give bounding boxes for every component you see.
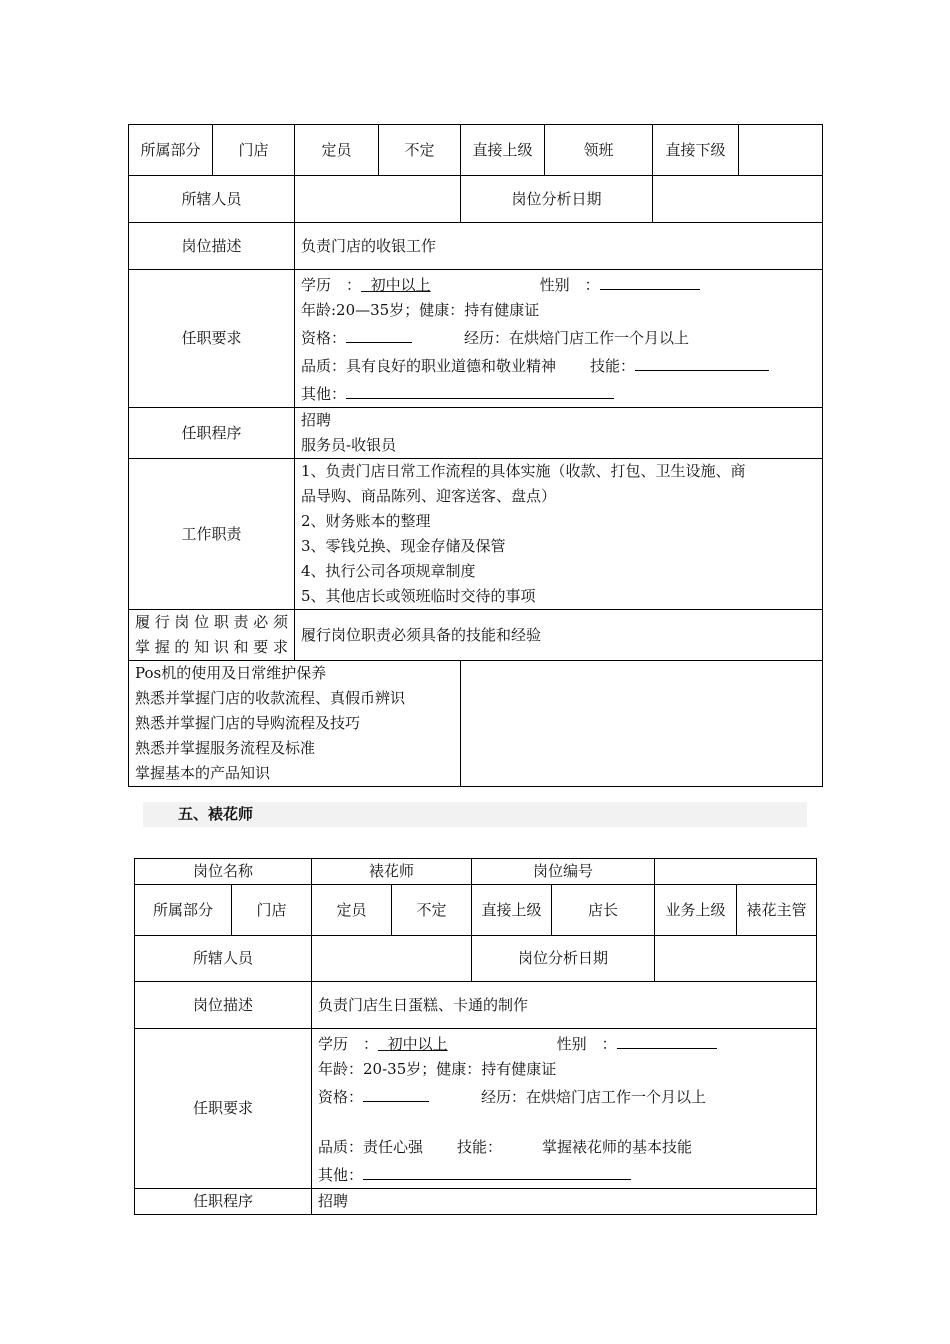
requirements-value: 学历 ： 初中以上 性别 ： 年龄:20—35岁；健康：持有健康证 资格： 经历：在烘焙门店工作一个月以上 品质：具有良好的职业道德和敬业精神 技能： 其他： (295, 270, 823, 408)
direct-superior-value: 店长 (552, 885, 655, 936)
duty-item: 4、执行公司各项规章制度 (301, 562, 476, 580)
position-name-label: 岗位名称 (135, 859, 312, 885)
procedure-label: 任职程序 (129, 408, 295, 459)
requirements-label: 任职要求 (129, 270, 295, 408)
position-number-value (655, 859, 817, 885)
duty-item: 5、其他店长或领班临时交待的事项 (301, 587, 536, 605)
headcount-label: 定员 (312, 885, 392, 936)
analysis-date-value (653, 176, 823, 223)
requirements-value: 学历 ： 初中以上 性别 ： 年龄：20-35岁；健康：持有健康证 资格： 经历：在烘焙门店工作一个月以上 品质：责任心强 技能： 掌握裱花师的基本技能 其他： (312, 1029, 817, 1189)
procedure-value: 招聘 服务员-收银员 (295, 408, 823, 459)
skills-list (129, 661, 461, 787)
headcount-value: 不定 (379, 125, 461, 176)
dept-value: 门店 (232, 885, 312, 936)
procedure-value: 招聘 (312, 1189, 817, 1215)
knowledge-value: 履行岗位职责必须具备的技能和经验 (295, 610, 823, 661)
direct-subordinate-value (739, 125, 823, 176)
education-value: 初中以上 (387, 1035, 448, 1053)
dept-label: 所属部分 (129, 125, 213, 176)
direct-subordinate-label: 直接下级 (653, 125, 739, 176)
personnel-value (312, 936, 472, 982)
duty-item: 1、负责门店日常工作流程的具体实施（收款、打包、卫生设施、商 (301, 462, 746, 480)
analysis-date-label: 岗位分析日期 (472, 936, 655, 982)
education-value: 初中以上 (370, 276, 431, 294)
dept-label: 所属部分 (135, 885, 232, 936)
description-label: 岗位描述 (135, 982, 312, 1029)
business-superior-value: 裱花主管 (737, 885, 817, 936)
duty-item: 3、零钱兑换、现金存储及保管 (301, 537, 506, 555)
personnel-value (295, 176, 461, 223)
duty-item: 2、财务账本的整理 (301, 512, 431, 530)
personnel-label: 所辖人员 (135, 936, 312, 982)
procedure-label: 任职程序 (135, 1189, 312, 1215)
direct-superior-value: 领班 (545, 125, 653, 176)
requirements-label: 任职要求 (135, 1029, 312, 1189)
headcount-label: 定员 (295, 125, 379, 176)
duties-list (295, 459, 823, 610)
analysis-date-value (655, 936, 817, 982)
skill-item: 掌握基本的产品知识 (135, 764, 271, 782)
section-heading: 五、裱花师 (143, 802, 807, 827)
position-name-value: 裱花师 (312, 859, 472, 885)
skill-item: 熟悉并掌握服务流程及标准 (135, 739, 316, 757)
dept-value: 门店 (213, 125, 295, 176)
business-superior-label: 业务上级 (655, 885, 737, 936)
personnel-label: 所辖人员 (129, 176, 295, 223)
description-label: 岗位描述 (129, 223, 295, 270)
analysis-date-label: 岗位分析日期 (461, 176, 653, 223)
knowledge-label: 履行岗位职责必须 掌握的知识和要求 (129, 610, 295, 661)
description-value: 负责门店生日蛋糕、卡通的制作 (312, 982, 817, 1029)
skills-empty-cell (461, 661, 823, 787)
skill-item: Pos机的使用及日常维护保养 (135, 664, 327, 682)
duties-label: 工作职责 (129, 459, 295, 610)
position-number-label: 岗位编号 (472, 859, 655, 885)
direct-superior-label: 直接上级 (461, 125, 545, 176)
duty-item: 品导购、商品陈列、迎客送客、盘点） (301, 487, 557, 505)
description-value: 负责门店的收银工作 (295, 223, 823, 270)
skill-item: 熟悉并掌握门店的收款流程、真假币辨识 (135, 689, 406, 707)
skill-item: 熟悉并掌握门店的导购流程及技巧 (135, 714, 361, 732)
cashier-job-table (128, 124, 823, 787)
decorator-job-table (134, 858, 817, 1215)
direct-superior-label: 直接上级 (472, 885, 552, 936)
headcount-value: 不定 (392, 885, 472, 936)
